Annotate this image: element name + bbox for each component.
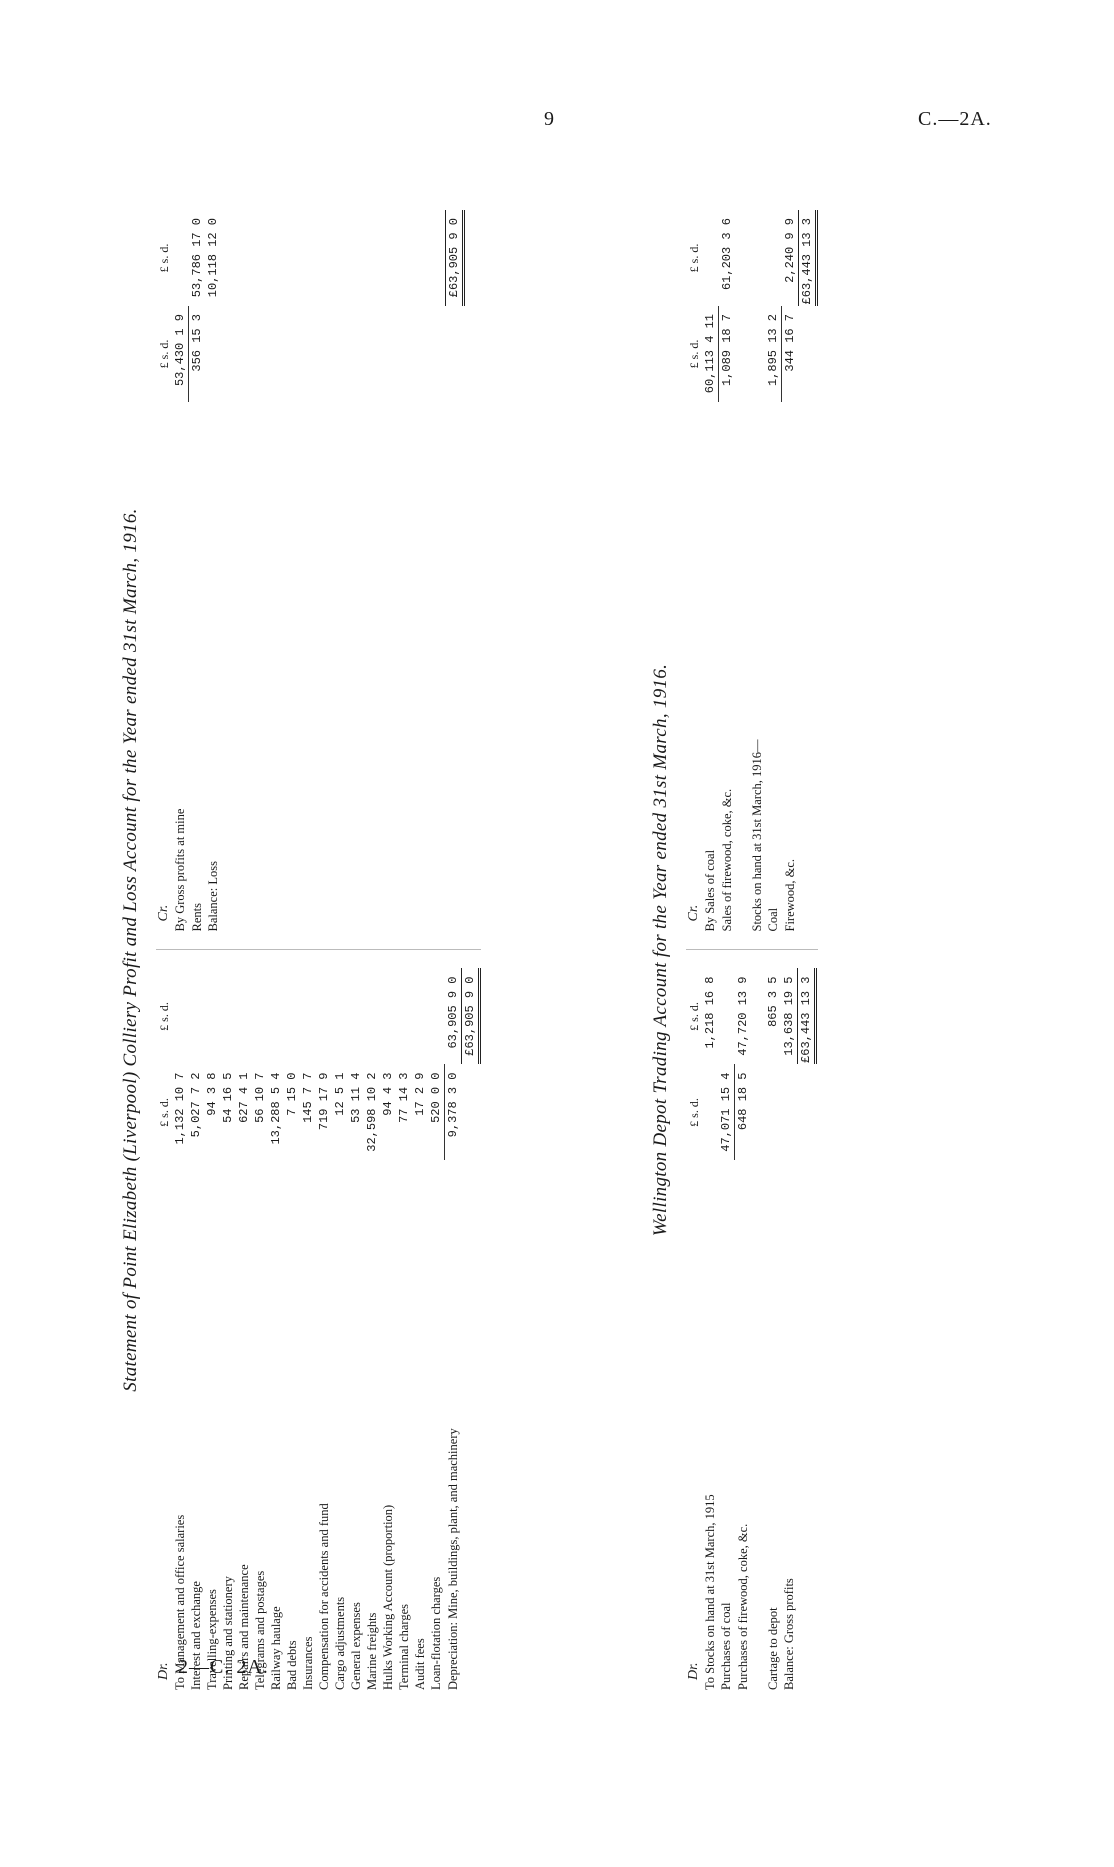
ledger-row bbox=[284, 969, 300, 1691]
row-description: Balance: Loss bbox=[206, 861, 220, 932]
total-row bbox=[798, 210, 818, 932]
colliery-statement bbox=[120, 210, 481, 1690]
wellington-statement bbox=[650, 210, 818, 1690]
ledger-row bbox=[718, 969, 734, 1691]
row-description: Purchases of coal bbox=[719, 1602, 733, 1690]
row-amount-inner: 47,071 15 4 bbox=[719, 1072, 733, 1152]
column-header: £ s. d. bbox=[687, 1098, 701, 1127]
row-amount-inner: 53,430 1 9 bbox=[173, 314, 187, 387]
row-amount-outer: 61,203 3 6 bbox=[720, 218, 734, 291]
ledger-row bbox=[702, 210, 718, 932]
row-description: To Management and office salaries bbox=[173, 1514, 187, 1690]
row-description: Printing and stationery bbox=[221, 1576, 235, 1690]
ledger-row bbox=[332, 969, 348, 1691]
ledger-row bbox=[348, 969, 364, 1691]
row-description: By Sales of coal bbox=[703, 849, 717, 932]
column-header: £ s. d. bbox=[157, 1002, 171, 1031]
row-amount-inner: 145 7 7 bbox=[301, 1072, 315, 1123]
ledger-row bbox=[252, 969, 268, 1691]
row-description: Balance: Gross profits bbox=[782, 1578, 796, 1690]
column-header: £ s. d. bbox=[157, 1098, 171, 1127]
row-amount-inner: 648 18 5 bbox=[734, 1065, 751, 1161]
credit-heading: Cr. bbox=[156, 904, 171, 922]
row-amount-inner: 32,598 10 2 bbox=[365, 1072, 379, 1152]
row-description: Cargo adjustments bbox=[333, 1596, 347, 1690]
row-amount-inner: 344 16 7 bbox=[781, 306, 798, 402]
row-amount-inner: 77 14 3 bbox=[397, 1072, 411, 1123]
ledger-row bbox=[204, 969, 220, 1691]
row-amount-outer: 53,786 17 0 bbox=[190, 218, 204, 298]
row-amount-outer: 10,118 12 0 bbox=[206, 218, 220, 298]
row-amount-outer: 1,218 16 8 bbox=[703, 976, 717, 1049]
page-number: 9 bbox=[544, 108, 554, 130]
row-amount-inner: 1,089 18 7 bbox=[718, 306, 735, 402]
row-amount-outer: 13,638 19 5 bbox=[782, 976, 796, 1056]
row-description: General expenses bbox=[349, 1602, 363, 1690]
row-amount-outer: 2,240 9 9 bbox=[783, 218, 797, 283]
ledger-row bbox=[734, 969, 751, 1691]
row-description: Cartage to depot bbox=[766, 1607, 780, 1690]
row-description: To Stocks on hand at 31st March, 1915 bbox=[703, 1494, 717, 1690]
column-header: £ s. d. bbox=[687, 339, 701, 369]
ledger-row bbox=[718, 210, 735, 932]
row-description: By Gross profits at mine bbox=[173, 808, 187, 932]
row-amount-inner: 356 15 3 bbox=[188, 306, 205, 402]
row-amount-inner: 17 2 9 bbox=[413, 1072, 427, 1116]
row-amount-inner: 60,113 4 11 bbox=[703, 314, 717, 394]
ledger-row bbox=[364, 969, 380, 1691]
row-amount-inner: 94 3 8 bbox=[205, 1072, 219, 1116]
row-amount-inner: 94 4 3 bbox=[381, 1072, 395, 1116]
ledger-row bbox=[220, 969, 236, 1691]
total-row bbox=[461, 969, 481, 1691]
ledger-row bbox=[300, 969, 316, 1691]
row-amount-inner: 56 10 7 bbox=[253, 1072, 267, 1123]
ledger-row bbox=[205, 210, 221, 932]
row-amount-inner: 7 15 0 bbox=[285, 1072, 299, 1116]
column-header: £ s. d. bbox=[157, 339, 171, 369]
ledger-row bbox=[765, 210, 781, 932]
ledger-row bbox=[172, 210, 188, 932]
column-header: £ s. d. bbox=[157, 243, 171, 273]
total-row bbox=[445, 210, 465, 932]
wellington-title: Wellington Depot Trading Account for the Year ended 31st March, 1916. bbox=[650, 663, 671, 1237]
row-amount-inner: 9,378 3 0 bbox=[444, 1065, 461, 1161]
ledger-row bbox=[412, 969, 428, 1691]
row-description: Loan-flotation charges bbox=[429, 1576, 443, 1690]
row-description: Compensation for accidents and fund bbox=[317, 1503, 331, 1690]
document-reference: C.—2A. bbox=[918, 108, 992, 130]
ledger-row bbox=[188, 210, 205, 932]
row-amount-inner: 53 11 4 bbox=[349, 1072, 363, 1123]
total-amount: £63,905 9 0 bbox=[445, 210, 465, 306]
ledger-row bbox=[749, 210, 765, 932]
row-description: Purchases of firewood, coke, &c. bbox=[736, 1523, 750, 1690]
ledger-row bbox=[781, 210, 798, 932]
row-description: Bad debts bbox=[285, 1640, 299, 1690]
row-amount-inner: 627 4 1 bbox=[237, 1072, 251, 1123]
rotated-content bbox=[120, 210, 990, 1690]
ledger-row bbox=[428, 969, 444, 1691]
ledger-row bbox=[268, 969, 284, 1691]
ledger-row bbox=[396, 969, 412, 1691]
row-description: Coal bbox=[766, 907, 780, 932]
row-description: Rents bbox=[190, 903, 204, 932]
row-description: Telegrams and postages bbox=[253, 1570, 267, 1690]
row-amount-inner: 5,027 7 2 bbox=[189, 1072, 203, 1138]
ledger-row bbox=[781, 969, 797, 1691]
row-description: Travelling-expenses bbox=[205, 1589, 219, 1690]
debit-heading: Dr. bbox=[686, 1662, 701, 1680]
ledger-row bbox=[702, 969, 718, 1691]
row-amount-inner: 520 0 0 bbox=[429, 1072, 443, 1123]
row-amount-outer: 47,720 13 9 bbox=[736, 976, 750, 1056]
ledger-row bbox=[172, 969, 188, 1691]
row-description: Interest and exchange bbox=[189, 1581, 203, 1690]
row-amount-inner: 54 16 5 bbox=[221, 1072, 235, 1123]
total-row bbox=[797, 969, 817, 1691]
row-description: Terminal charges bbox=[397, 1603, 411, 1690]
debit-heading: Dr. bbox=[156, 1662, 171, 1680]
total-amount: £63,443 13 3 bbox=[797, 969, 817, 1065]
row-amount-inner: 12 5 1 bbox=[333, 1072, 347, 1116]
ledger-row bbox=[188, 969, 204, 1691]
row-description: Audit fees bbox=[413, 1638, 427, 1690]
ledger-row bbox=[444, 969, 461, 1691]
row-amount-inner: 719 17 9 bbox=[317, 1072, 331, 1131]
row-amount-inner: 13,288 5 4 bbox=[269, 1072, 283, 1145]
row-amount-outer: 63,905 9 0 bbox=[446, 976, 460, 1049]
row-description: Hulks Working Account (proportion) bbox=[381, 1504, 395, 1690]
colliery-title: Statement of Point Elizabeth (Liverpool) Colliery Profit and Loss Account for the Year ended 31st March, 1916. bbox=[120, 508, 141, 1392]
row-description: Sales of firewood, coke, &c. bbox=[720, 788, 734, 932]
row-description: Stocks on hand at 31st March, 1916— bbox=[750, 739, 764, 932]
row-description: Firewood, &c. bbox=[783, 858, 797, 932]
colliery-debit-side bbox=[156, 969, 481, 1691]
column-header: £ s. d. bbox=[687, 1002, 701, 1031]
ledger-row bbox=[765, 969, 781, 1691]
row-description: Railway haulage bbox=[269, 1606, 283, 1690]
row-description: Marine freights bbox=[365, 1612, 379, 1690]
colliery-credit-side bbox=[156, 210, 481, 932]
footer-reference: 2—C. 2A. bbox=[178, 1656, 269, 1678]
ledger-row bbox=[236, 969, 252, 1691]
credit-heading: Cr. bbox=[686, 904, 701, 922]
ledger-row bbox=[380, 969, 396, 1691]
row-amount-inner: 1,895 13 2 bbox=[766, 314, 780, 387]
row-description: Depreciation: Mine, buildings, plant, and machinery bbox=[446, 1428, 460, 1690]
row-description: Repairs and maintenance bbox=[237, 1564, 251, 1690]
row-description: Insurances bbox=[301, 1636, 315, 1690]
column-header: £ s. d. bbox=[687, 243, 701, 273]
total-amount: £63,443 13 3 bbox=[798, 210, 818, 306]
wellington-debit-side bbox=[686, 969, 818, 1691]
ledger-row bbox=[316, 969, 332, 1691]
row-amount-outer: 865 3 5 bbox=[766, 976, 780, 1027]
row-amount-inner: 1,132 10 7 bbox=[173, 1072, 187, 1145]
wellington-credit-side bbox=[686, 210, 818, 932]
total-amount: £63,905 9 0 bbox=[461, 969, 481, 1065]
